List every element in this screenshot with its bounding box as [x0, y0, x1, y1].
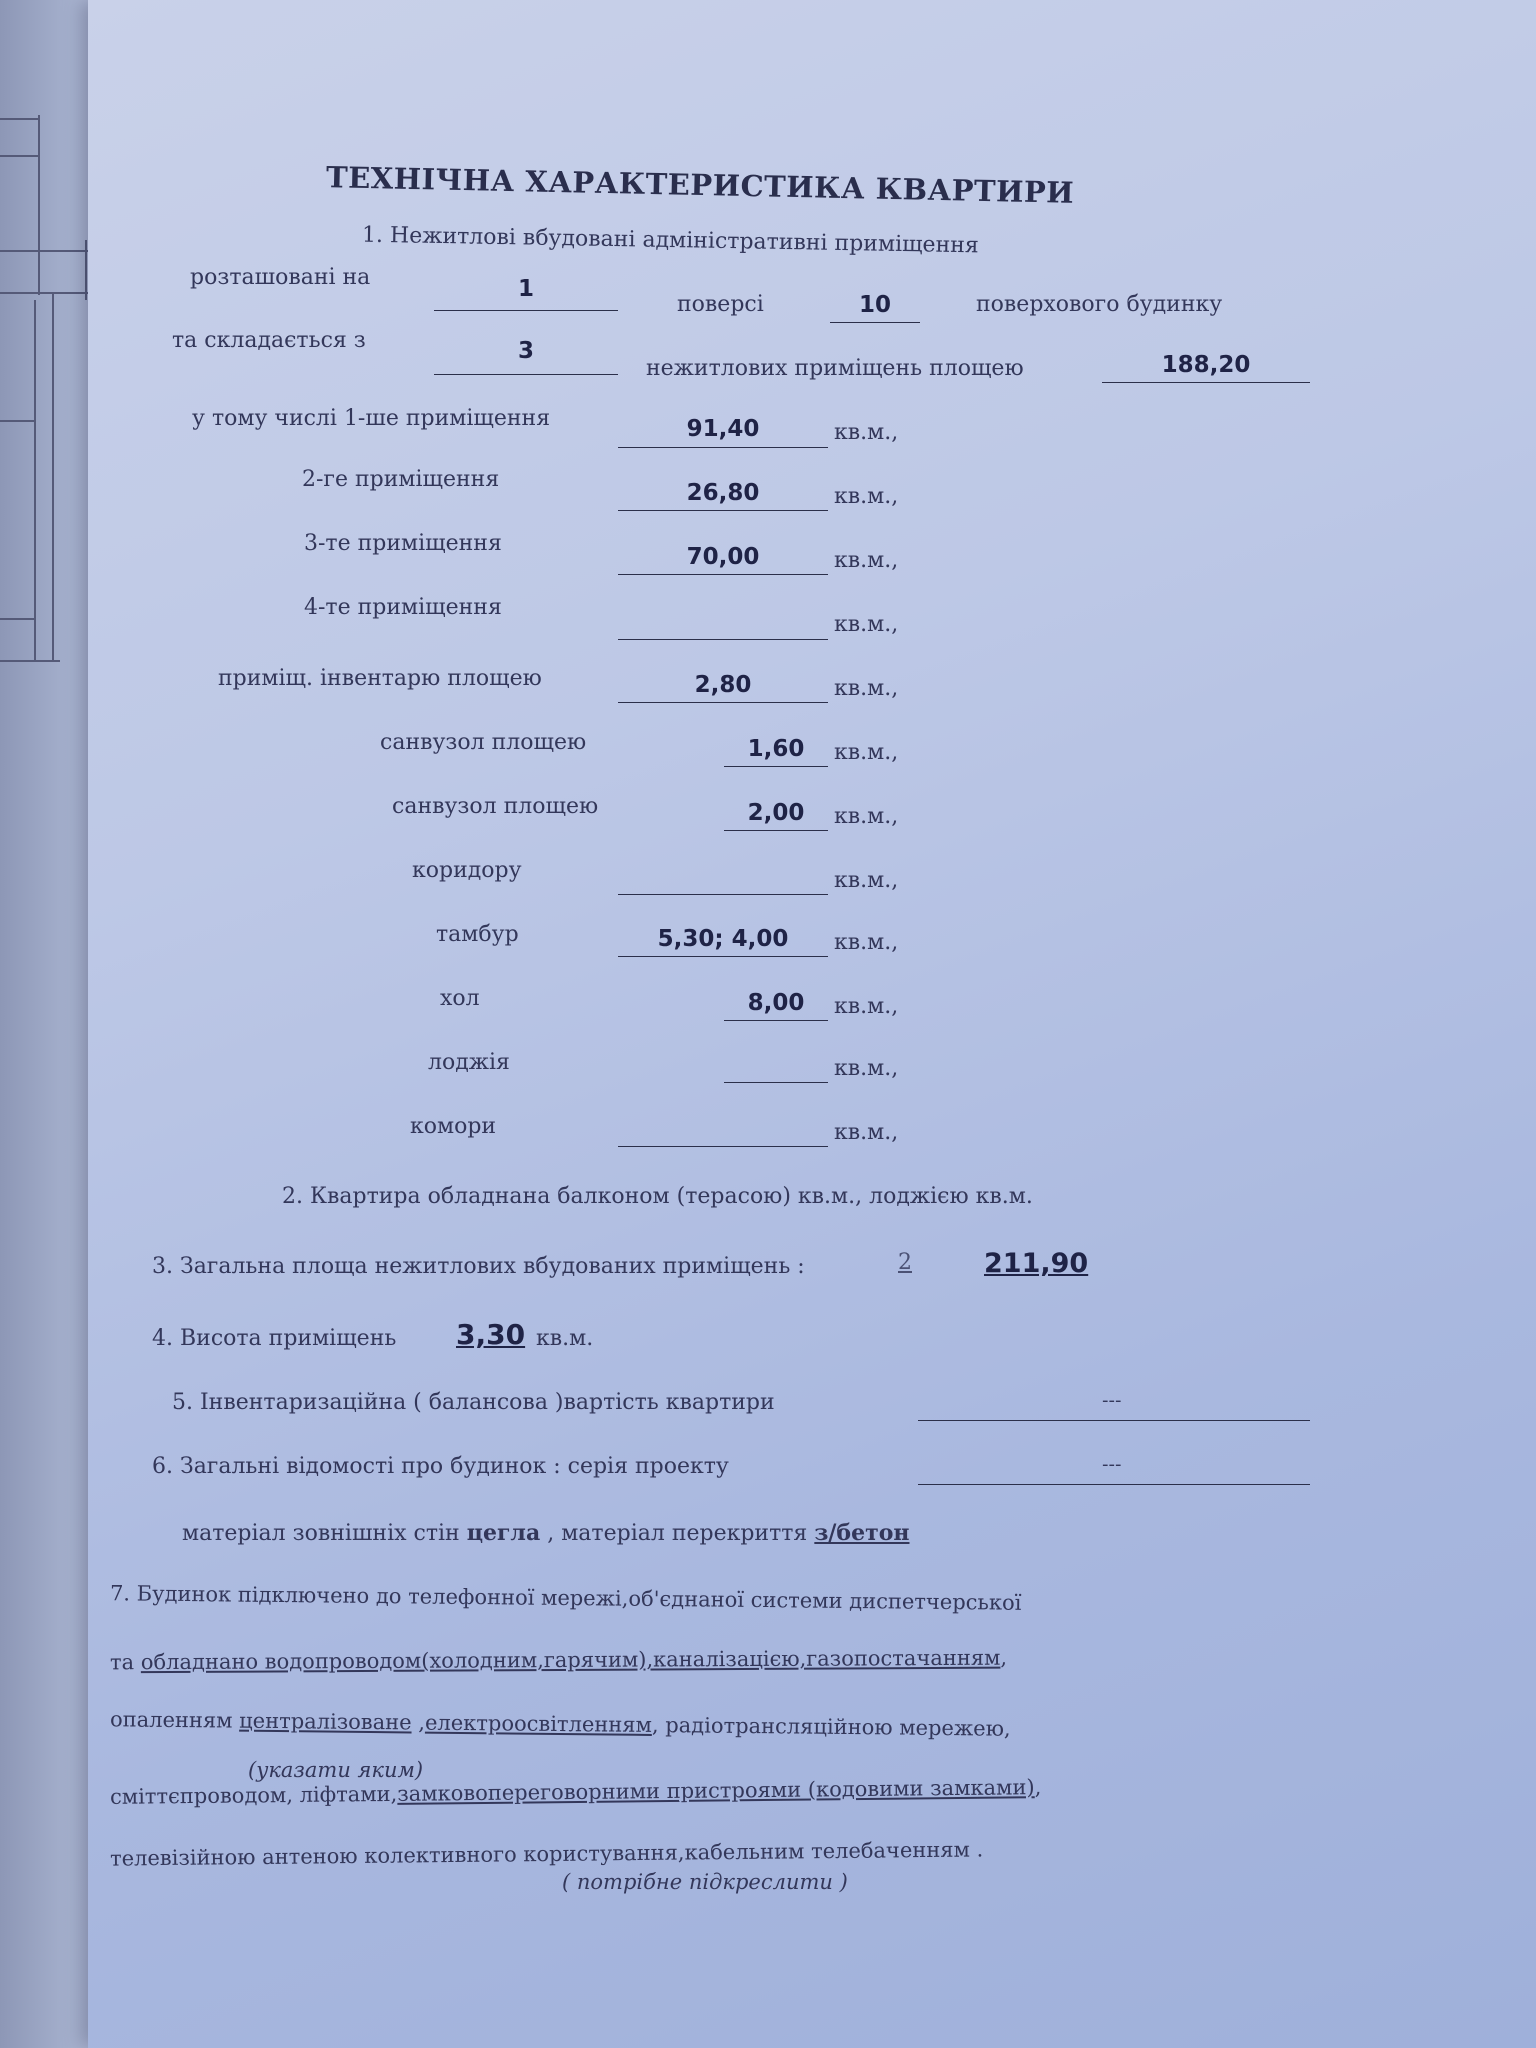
ceiling-label: , матеріал перекриття [547, 1521, 808, 1546]
project-series-underline [918, 1484, 1310, 1485]
room-row-underline [618, 702, 828, 703]
rooms-count-value: 3 [517, 338, 534, 364]
ceiling-value: з/бетон [814, 1520, 910, 1546]
section5-label: 5. Інвентаризаційна ( балансова )вартість квартири [172, 1390, 775, 1415]
room-row-label: тамбур [436, 922, 519, 947]
room-row-unit: кв.м., [834, 930, 899, 955]
room-row-unit: кв.м., [834, 994, 899, 1019]
consists-label: та складається з [172, 328, 366, 353]
room-row-value: 1,60 [747, 736, 805, 762]
section7-line5: телевізійною антеною колективного користування,кабельним телебаченням . [109, 1837, 984, 1871]
storeys-label: поверхового будинку [976, 292, 1223, 317]
room-row-unit: кв.м., [834, 804, 899, 829]
section6-label: 6. Загальні відомості про будинок : серія проекту [152, 1454, 729, 1479]
floor-value: 1 [517, 276, 534, 302]
rooms-label: нежитлових приміщень площею [646, 356, 1024, 381]
section3-struck-digit: 2 [898, 1250, 912, 1275]
note-underline-needed: ( потрібне підкреслити ) [562, 1870, 848, 1894]
note-specify-which: (указати яким) [248, 1758, 424, 1782]
room-row-unit: кв.м., [834, 420, 899, 445]
project-series-value: --- [1102, 1454, 1122, 1475]
inventory-value-underline [918, 1420, 1310, 1421]
room-height-unit: кв.м. [536, 1326, 594, 1351]
section3-label: 3. Загальна площа нежитлових вбудованих приміщень : [152, 1254, 805, 1279]
room-row-value: 2,00 [747, 800, 805, 826]
room-row-label: 4-те приміщення [304, 595, 502, 620]
line3-suffix: , радіотрансляційною мережею, [651, 1712, 1011, 1741]
room-row-label: у тому числі 1-ше приміщення [192, 406, 551, 431]
room-row-unit: кв.м., [834, 676, 899, 701]
storeys-underline [830, 322, 920, 323]
room-row-value: 26,80 [686, 480, 760, 506]
storeys-value: 10 [858, 292, 891, 318]
room-row-underline [618, 894, 828, 895]
total-area-value: 188,20 [1161, 352, 1251, 378]
room-row-value: 2,80 [694, 672, 752, 698]
room-row-label: лоджія [428, 1050, 510, 1075]
room-row-label: комори [410, 1114, 497, 1139]
line3-prefix: опаленням [109, 1707, 233, 1733]
room-row-label: 3-те приміщення [304, 531, 502, 556]
section1-heading: 1. Нежитлові вбудовані адміністративні приміщення [361, 222, 979, 259]
room-row-underline [618, 510, 828, 511]
room-row-value: 70,00 [686, 544, 760, 570]
room-row-underline [724, 830, 828, 831]
room-row-unit: кв.м., [834, 740, 899, 765]
document-title: ТЕХНІЧНА ХАРАКТЕРИСТИКА КВАРТИРИ [325, 160, 1075, 210]
room-row-value: 5,30; 4,00 [657, 926, 789, 952]
room-row-underline [618, 1146, 828, 1147]
floor-label: поверсі [677, 292, 764, 317]
line2-prefix: та [109, 1650, 135, 1675]
room-row-underline [618, 639, 828, 640]
document-page [88, 0, 1536, 2048]
room-row-underline [618, 956, 828, 957]
room-row-label: хол [440, 986, 480, 1011]
section7-line1: 7. Будинок підключено до телефонної мережі,об'єднаної системи диспетчерської [109, 1581, 1022, 1615]
line3-underlined-1: централізоване [239, 1708, 412, 1735]
floor-underline [434, 310, 618, 311]
line3-mid: , [418, 1710, 426, 1735]
room-row-label: санвузол площею [392, 794, 599, 819]
room-row-underline [618, 574, 828, 575]
room-row-unit: кв.м., [834, 484, 899, 509]
room-row-unit: кв.м., [834, 1120, 899, 1145]
line2-suffix: , [1000, 1645, 1008, 1670]
section4-label: 4. Висота приміщень [152, 1326, 397, 1351]
line4-prefix: сміттєпроводом, ліфтами, [109, 1781, 398, 1809]
room-row-label: коридору [412, 858, 522, 883]
line4-suffix: , [1034, 1775, 1042, 1800]
room-height-value: 3,30 [456, 1318, 526, 1351]
walls-value: цегла [466, 1520, 541, 1546]
room-row-value: 91,40 [686, 416, 760, 442]
room-row-underline [724, 1082, 828, 1083]
room-row-label: приміщ. інвентарю площею [218, 666, 542, 691]
line2-underlined: обладнано водопроводом(холодним,гарячим),каналізацією,газопостачанням [140, 1645, 1001, 1675]
line3-underlined-2: електроосвітленням [424, 1710, 653, 1737]
room-row-underline [618, 447, 828, 448]
room-row-unit: кв.м., [834, 1056, 899, 1081]
walls-label: матеріал зовнішніх стін [182, 1521, 460, 1546]
total-nonresidential-area-value: 211,90 [984, 1248, 1089, 1279]
walls-material-line [182, 1520, 909, 1546]
room-row-label: санвузол площею [380, 730, 587, 755]
left-facing-page [0, 0, 96, 2048]
line4-underlined: замковопереговорними пристроями (кодовими замками) [397, 1775, 1035, 1806]
room-row-value: 8,00 [747, 990, 805, 1016]
room-row-underline [724, 766, 828, 767]
room-row-label: 2-ге приміщення [302, 467, 500, 492]
located-on-label: розташовані на [190, 265, 371, 290]
room-row-underline [724, 1020, 828, 1021]
section2-text: 2. Квартира обладнана балконом (терасою) кв.м., лоджією кв.м. [282, 1184, 1033, 1209]
total-area-underline [1102, 382, 1310, 383]
inventory-value: --- [1102, 1390, 1122, 1411]
room-row-unit: кв.м., [834, 612, 899, 637]
room-row-unit: кв.м., [834, 548, 899, 573]
rooms-count-underline [434, 374, 618, 375]
section7-line2 [110, 1646, 1007, 1675]
room-row-unit: кв.м., [834, 868, 899, 893]
